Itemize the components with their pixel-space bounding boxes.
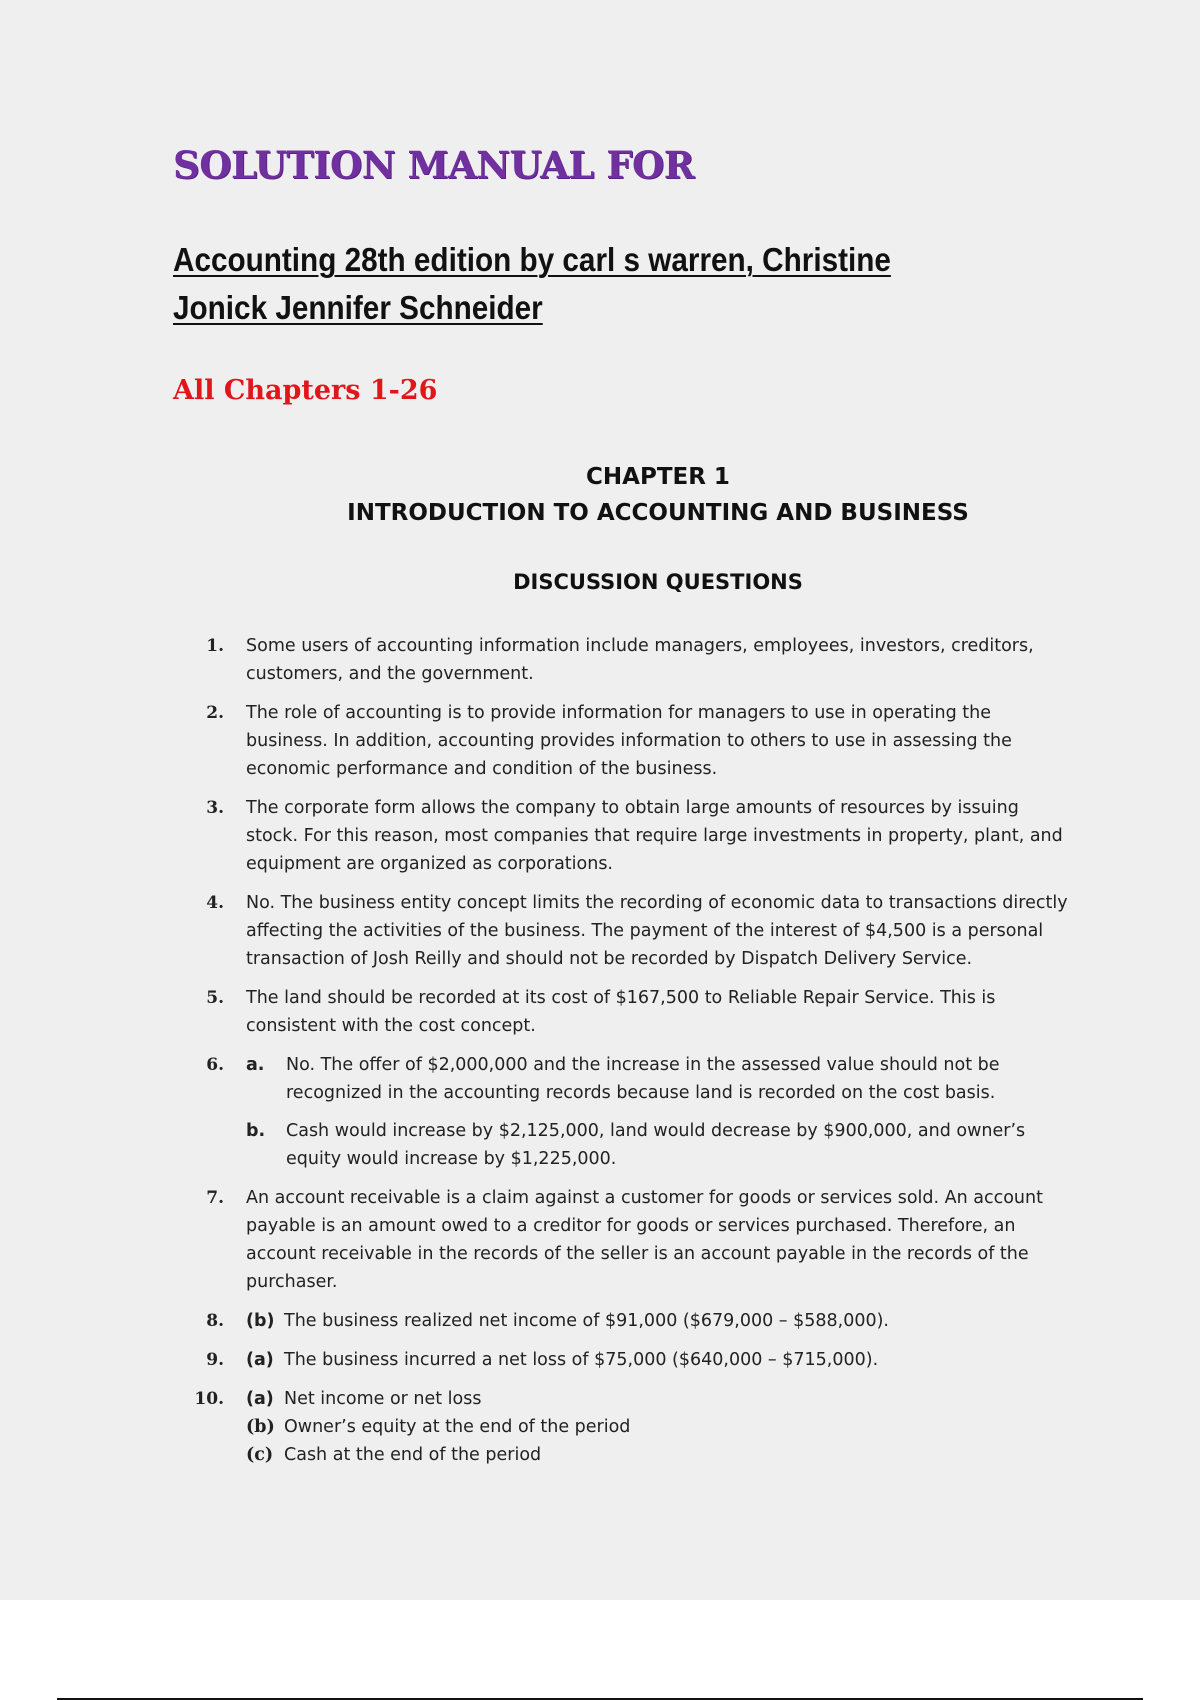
question-item (185, 632, 1075, 688)
question-item (185, 984, 1075, 1040)
question-answer: The corporate form allows the company to obtain large amounts of resources by issuing stock. For this reason, most companies that require large investments in property, plant, and equipment are organized as corporations. (246, 798, 1063, 874)
answer-part-label: a. (246, 1055, 265, 1075)
chapter-heading (0, 459, 1200, 531)
section-title: DISCUSSION QUESTIONS (513, 570, 803, 594)
answer-part-label: (b) (246, 1311, 275, 1331)
answer-part-text: Owner’s equity at the end of the period (284, 1417, 631, 1437)
answer-part-label: (a) (246, 1350, 274, 1370)
answer-part-text: Cash at the end of the period (284, 1445, 542, 1465)
question-number: 6. (206, 1055, 224, 1075)
question-answer: The role of accounting is to provide information for managers to use in operating the business. In addition, accounting provides information to others to use in assessing the economic performance and condition of the business. (246, 703, 1012, 779)
discussion-questions-list (185, 632, 1075, 1480)
answer-part-label: b. (246, 1121, 266, 1141)
question-item (185, 889, 1075, 973)
page-footer (0, 1600, 1200, 1700)
question-answer: No. The business entity concept limits the recording of economic data to transactions directly affecting the activities of the business. The payment of the interest of $4,500 is a personal transaction of Josh Reilly and should not be recorded by Dispatch Delivery Service. (246, 893, 1068, 969)
question-item (185, 794, 1075, 878)
question-number: 8. (206, 1311, 224, 1331)
question-number: 9. (206, 1350, 224, 1370)
question-answer (246, 1307, 1075, 1335)
question-number: 7. (206, 1188, 224, 1208)
answer-part-text: Cash would increase by $2,125,000, land would decrease by $900,000, and owner’s equity would increase by $1,225,000. (286, 1121, 1026, 1169)
question-number: 3. (206, 798, 224, 818)
question-answer (246, 1385, 1075, 1469)
question-item (185, 1307, 1075, 1335)
question-number: 5. (206, 988, 224, 1008)
question-item (185, 699, 1075, 783)
answer-part-label: (c) (246, 1445, 274, 1465)
question-item (185, 1184, 1075, 1296)
solution-manual-header: SOLUTION MANUAL FOR (173, 143, 694, 187)
question-item (185, 1385, 1075, 1469)
question-number: 4. (206, 893, 224, 913)
question-answer: The land should be recorded at its cost of $167,500 to Reliable Repair Service. This is consistent with the cost concept. (246, 988, 996, 1036)
answer-part (246, 1441, 1075, 1469)
chapters-range: All Chapters 1-26 (173, 375, 438, 406)
question-item (185, 1346, 1075, 1374)
book-title: Accounting 28th edition by carl s warren, Christine Jonick Jennifer Schneider (173, 241, 891, 326)
answer-part-text: No. The offer of $2,000,000 and the increase in the assessed value should not be recognized in the accounting records because land is recorded on the cost basis. (286, 1055, 1000, 1103)
answer-part-text: The business incurred a net loss of $75,000 ($640,000 – $715,000). (284, 1350, 879, 1370)
question-number: 10. (194, 1389, 224, 1409)
question-number: 1. (206, 636, 224, 656)
chapter-title: INTRODUCTION TO ACCOUNTING AND BUSINESS (347, 500, 969, 526)
answer-part-text: Net income or net loss (284, 1389, 482, 1409)
answer-part-label: (b) (246, 1417, 275, 1437)
chapter-label: CHAPTER 1 (586, 464, 730, 490)
answer-part (246, 1413, 1075, 1441)
answer-part-text: The business realized net income of $91,000 ($679,000 – $588,000). (284, 1311, 889, 1331)
question-number: 2. (206, 703, 224, 723)
question-item (185, 1051, 1075, 1173)
answer-part (246, 1117, 1075, 1173)
answer-part (246, 1051, 1075, 1107)
answer-part-label: (a) (246, 1389, 274, 1409)
question-answer: Some users of accounting information include managers, employees, investors, creditors, customers, and the government. (246, 636, 1034, 684)
question-answer (246, 1346, 1075, 1374)
question-answer: An account receivable is a claim against a customer for goods or services sold. An account payable is an amount owed to a creditor for goods or services purchased. Therefore, an account receivable in the records of the seller is an account payable in the records of the purchaser. (246, 1188, 1043, 1292)
question-answer (246, 1051, 1075, 1173)
answer-part (246, 1385, 1075, 1413)
